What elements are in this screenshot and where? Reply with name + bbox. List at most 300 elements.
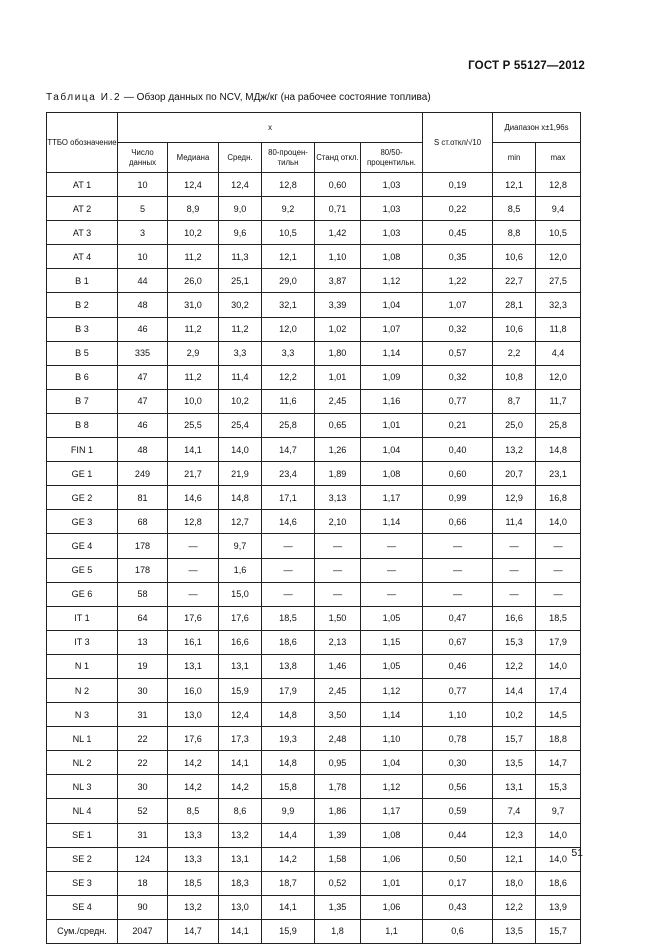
header-mean: Средн.	[219, 143, 262, 173]
table-cell: 18,0	[493, 871, 536, 895]
table-cell: 14,0	[536, 823, 581, 847]
table-cell: 30,2	[219, 293, 262, 317]
table-cell: 15,9	[219, 678, 262, 702]
table-row	[47, 895, 581, 919]
table-cell: 0,40	[423, 438, 493, 462]
page-number: 51	[571, 847, 583, 859]
table-cell: 12,4	[219, 703, 262, 727]
table-cell: 10	[118, 173, 168, 197]
table-cell: 47	[118, 389, 168, 413]
table-cell: 16,0	[168, 678, 219, 702]
table-cell: 15,0	[219, 582, 262, 606]
table-row	[47, 558, 581, 582]
table-cell: 8,8	[493, 221, 536, 245]
table-cell: 15,9	[262, 919, 315, 943]
row-id-cell: B 2	[47, 293, 118, 317]
table-cell: 10,5	[536, 221, 581, 245]
table-cell: 1,14	[361, 341, 423, 365]
table-cell: —	[423, 534, 493, 558]
table-row	[47, 847, 581, 871]
table-cell: —	[262, 534, 315, 558]
table-cell: 1,04	[361, 438, 423, 462]
table-cell: 18,6	[262, 630, 315, 654]
table-cell: 0,78	[423, 727, 493, 751]
table-cell: 13,1	[168, 654, 219, 678]
table-cell: 3,39	[315, 293, 361, 317]
table-cell: 9,7	[536, 799, 581, 823]
table-row	[47, 317, 581, 341]
table-cell: —	[536, 558, 581, 582]
table-cell: 1,50	[315, 606, 361, 630]
table-cell: —	[361, 534, 423, 558]
table-cell: 178	[118, 558, 168, 582]
table-cell: 2,2	[493, 341, 536, 365]
table-cell: 11,2	[168, 365, 219, 389]
table-cell: 10,6	[493, 317, 536, 341]
table-cell: 16,8	[536, 486, 581, 510]
table-cell: 0,22	[423, 197, 493, 221]
table-cell: 23,4	[262, 462, 315, 486]
table-cell: 22	[118, 751, 168, 775]
table-cell: 2,13	[315, 630, 361, 654]
table-cell: 46	[118, 317, 168, 341]
table-row	[47, 269, 581, 293]
table-cell: 0,71	[315, 197, 361, 221]
table-row	[47, 823, 581, 847]
table-cell: 1,08	[361, 245, 423, 269]
header-median: Медиана	[168, 143, 219, 173]
table-cell: 25,8	[536, 413, 581, 437]
table-cell: 1,10	[423, 703, 493, 727]
table-cell: 18,5	[536, 606, 581, 630]
table-cell: 14,2	[168, 775, 219, 799]
table-row	[47, 462, 581, 486]
table-cell: 8,5	[493, 197, 536, 221]
row-id-cell: AT 4	[47, 245, 118, 269]
table-cell: 47	[118, 365, 168, 389]
table-cell: 12,1	[493, 173, 536, 197]
table-cell: 1,03	[361, 221, 423, 245]
table-cell: 14,4	[493, 678, 536, 702]
table-caption	[46, 92, 431, 103]
row-id-cell: B 1	[47, 269, 118, 293]
table-cell: 0,65	[315, 413, 361, 437]
table-cell: 1,08	[361, 823, 423, 847]
table-cell: 335	[118, 341, 168, 365]
table-row	[47, 727, 581, 751]
table-cell: 22,7	[493, 269, 536, 293]
table-cell: 124	[118, 847, 168, 871]
table-cell: 12,8	[262, 173, 315, 197]
table-row	[47, 221, 581, 245]
table-cell: 12,2	[493, 895, 536, 919]
table-cell: 1,04	[361, 293, 423, 317]
table-cell: 25,8	[262, 413, 315, 437]
table-cell: 0,35	[423, 245, 493, 269]
table-row	[47, 751, 581, 775]
table-cell: 12,4	[168, 173, 219, 197]
header-max: max	[536, 143, 581, 173]
table-cell: 1,22	[423, 269, 493, 293]
table-cell: 15,3	[536, 775, 581, 799]
table-cell: 1,78	[315, 775, 361, 799]
table-cell: 3,3	[219, 341, 262, 365]
table-cell: —	[423, 582, 493, 606]
table-cell: 25,4	[219, 413, 262, 437]
row-id-cell: NL 1	[47, 727, 118, 751]
table-cell: 1,14	[361, 703, 423, 727]
table-cell: 10,0	[168, 389, 219, 413]
row-id-cell: GE 6	[47, 582, 118, 606]
table-cell: 8,9	[168, 197, 219, 221]
table-cell: 11,6	[262, 389, 315, 413]
ncv-data-table	[46, 112, 581, 944]
table-cell: 14,8	[219, 486, 262, 510]
table-row	[47, 703, 581, 727]
table-cell: 14,2	[168, 751, 219, 775]
table-cell: 1,06	[361, 895, 423, 919]
caption-text: — Обзор данных по NCV, МДж/кг (на рабочее состояние топлива)	[121, 92, 431, 103]
table-cell: 12,0	[262, 317, 315, 341]
table-cell: 1,12	[361, 269, 423, 293]
table-cell: 0,57	[423, 341, 493, 365]
table-cell: 12,2	[493, 654, 536, 678]
table-row	[47, 438, 581, 462]
table-cell: 1,86	[315, 799, 361, 823]
table-cell: —	[262, 582, 315, 606]
table-cell: —	[168, 534, 219, 558]
table-row	[47, 389, 581, 413]
table-cell: —	[423, 558, 493, 582]
table-cell: 9,6	[219, 221, 262, 245]
table-row	[47, 413, 581, 437]
table-cell: 14,0	[536, 510, 581, 534]
table-cell: 1,10	[315, 245, 361, 269]
table-cell: —	[536, 534, 581, 558]
table-cell: 0,47	[423, 606, 493, 630]
table-cell: 12,8	[168, 510, 219, 534]
table-cell: 1,80	[315, 341, 361, 365]
table-cell: 17,6	[168, 727, 219, 751]
table-cell: 8,5	[168, 799, 219, 823]
table-cell: 11,8	[536, 317, 581, 341]
table-cell: 28,1	[493, 293, 536, 317]
table-cell: 11,3	[219, 245, 262, 269]
table-row	[47, 919, 581, 943]
table-cell: 30	[118, 775, 168, 799]
table-cell: 1,12	[361, 775, 423, 799]
table-cell: 48	[118, 438, 168, 462]
table-cell: 14,0	[536, 654, 581, 678]
table-cell: 32,1	[262, 293, 315, 317]
row-id-cell: SE 4	[47, 895, 118, 919]
table-cell: 13,2	[219, 823, 262, 847]
table-cell: 0,30	[423, 751, 493, 775]
table-row	[47, 173, 581, 197]
table-cell: 21,7	[168, 462, 219, 486]
table-cell: 14,7	[536, 751, 581, 775]
table-cell: 13,3	[168, 823, 219, 847]
table-cell: 14,0	[219, 438, 262, 462]
table-cell: 25,0	[493, 413, 536, 437]
table-cell: 1,06	[361, 847, 423, 871]
table-cell: 1,01	[361, 413, 423, 437]
table-cell: 0,21	[423, 413, 493, 437]
table-cell: 1,07	[423, 293, 493, 317]
table-cell: 0,46	[423, 654, 493, 678]
caption-label: Таблица И.2	[46, 92, 122, 103]
table-row	[47, 341, 581, 365]
row-id-cell: NL 3	[47, 775, 118, 799]
table-cell: 1,01	[315, 365, 361, 389]
table-cell: 14,0	[536, 847, 581, 871]
row-id-cell: GE 3	[47, 510, 118, 534]
table-row	[47, 197, 581, 221]
table-cell: —	[361, 558, 423, 582]
table-cell: 2,10	[315, 510, 361, 534]
table-cell: 14,8	[262, 703, 315, 727]
table-cell: 11,4	[219, 365, 262, 389]
table-cell: 0,45	[423, 221, 493, 245]
table-cell: 12,4	[219, 173, 262, 197]
table-cell: 1,01	[361, 871, 423, 895]
table-cell: 14,2	[262, 847, 315, 871]
table-cell: 14,1	[262, 895, 315, 919]
table-row	[47, 510, 581, 534]
table-cell: 2,9	[168, 341, 219, 365]
table-cell: 14,5	[536, 703, 581, 727]
table-cell: —	[536, 582, 581, 606]
table-cell: 8,6	[219, 799, 262, 823]
table-cell: 9,2	[262, 197, 315, 221]
table-cell: 0,66	[423, 510, 493, 534]
table-cell: 68	[118, 510, 168, 534]
row-id-cell: SE 1	[47, 823, 118, 847]
table-cell: 1,03	[361, 173, 423, 197]
table-cell: 2,45	[315, 678, 361, 702]
table-cell: 1,89	[315, 462, 361, 486]
row-id-cell: FIN 1	[47, 438, 118, 462]
table-cell: 3,3	[262, 341, 315, 365]
row-id-cell: GE 1	[47, 462, 118, 486]
row-id-cell: NL 4	[47, 799, 118, 823]
table-cell: 17,4	[536, 678, 581, 702]
table-cell: 0,32	[423, 317, 493, 341]
table-cell: 11,2	[168, 245, 219, 269]
table-cell: 3,13	[315, 486, 361, 510]
table-cell: 12,1	[262, 245, 315, 269]
table-cell: 0,44	[423, 823, 493, 847]
table-cell: 15,7	[536, 919, 581, 943]
table-cell: 1,26	[315, 438, 361, 462]
table-cell: 44	[118, 269, 168, 293]
table-cell: 14,8	[262, 751, 315, 775]
table-cell: 0,67	[423, 630, 493, 654]
table-cell: 22	[118, 727, 168, 751]
table-cell: 18,5	[262, 606, 315, 630]
table-cell: 14,1	[219, 919, 262, 943]
table-cell: 178	[118, 534, 168, 558]
table-cell: —	[493, 534, 536, 558]
table-cell: 10,2	[493, 703, 536, 727]
table-cell: 2,45	[315, 389, 361, 413]
table-cell: 3,50	[315, 703, 361, 727]
table-cell: 90	[118, 895, 168, 919]
table-cell: 64	[118, 606, 168, 630]
row-id-cell: N 1	[47, 654, 118, 678]
table-cell: 18,5	[168, 871, 219, 895]
row-id-cell: GE 4	[47, 534, 118, 558]
table-cell: 10,6	[493, 245, 536, 269]
table-cell: 31,0	[168, 293, 219, 317]
table-cell: 0,99	[423, 486, 493, 510]
table-cell: 30	[118, 678, 168, 702]
header-s: S ст.откл/√10	[423, 113, 493, 173]
table-cell: 16,6	[219, 630, 262, 654]
table-row	[47, 606, 581, 630]
table-cell: 15,3	[493, 630, 536, 654]
table-cell: 19,3	[262, 727, 315, 751]
row-id-cell: IT 1	[47, 606, 118, 630]
table-cell: 10,2	[168, 221, 219, 245]
table-cell: 0,60	[315, 173, 361, 197]
table-cell: 1,58	[315, 847, 361, 871]
row-id-cell: NL 2	[47, 751, 118, 775]
table-cell: 1,17	[361, 486, 423, 510]
table-cell: 14,6	[168, 486, 219, 510]
row-id-cell: N 3	[47, 703, 118, 727]
table-cell: 11,7	[536, 389, 581, 413]
table-cell: —	[493, 558, 536, 582]
table-cell: 12,1	[493, 847, 536, 871]
table-row	[47, 630, 581, 654]
table-row	[47, 871, 581, 895]
table-cell: 2047	[118, 919, 168, 943]
table-cell: 11,2	[219, 317, 262, 341]
table-cell: 1,09	[361, 365, 423, 389]
row-id-cell: AT 2	[47, 197, 118, 221]
table-cell: 31	[118, 823, 168, 847]
table-cell: 10,5	[262, 221, 315, 245]
table-cell: 0,17	[423, 871, 493, 895]
table-body	[47, 173, 581, 944]
table-cell: 15,7	[493, 727, 536, 751]
row-id-cell: B 6	[47, 365, 118, 389]
header-x: x	[118, 113, 423, 143]
table-cell: 1,8	[315, 919, 361, 943]
row-id-cell: N 2	[47, 678, 118, 702]
table-cell: 27,5	[536, 269, 581, 293]
table-cell: 1,16	[361, 389, 423, 413]
table-cell: 14,2	[219, 775, 262, 799]
table-cell: 9,9	[262, 799, 315, 823]
table-cell: 12,7	[219, 510, 262, 534]
table-cell: 1,05	[361, 654, 423, 678]
row-id-cell: AT 3	[47, 221, 118, 245]
header-p8050: 80/50-процентильн.	[361, 143, 423, 173]
table-cell: 13,1	[219, 847, 262, 871]
table-cell: 29,0	[262, 269, 315, 293]
table-cell: 0,56	[423, 775, 493, 799]
table-cell: 8,7	[493, 389, 536, 413]
table-cell: 1,6	[219, 558, 262, 582]
table-cell: —	[315, 534, 361, 558]
table-row	[47, 293, 581, 317]
table-cell: 10,2	[219, 389, 262, 413]
table-cell: 25,5	[168, 413, 219, 437]
table-cell: 58	[118, 582, 168, 606]
table-cell: 0,95	[315, 751, 361, 775]
row-id-cell: SE 3	[47, 871, 118, 895]
table-cell: 12,0	[536, 245, 581, 269]
table-cell: 0,19	[423, 173, 493, 197]
table-cell: 1,08	[361, 462, 423, 486]
table-cell: 12,3	[493, 823, 536, 847]
table-cell: —	[168, 558, 219, 582]
table-cell: 13	[118, 630, 168, 654]
table-cell: 0,77	[423, 678, 493, 702]
table-cell: 17,6	[168, 606, 219, 630]
table-cell: 1,15	[361, 630, 423, 654]
table-cell: 13,8	[262, 654, 315, 678]
table-cell: 14,4	[262, 823, 315, 847]
table-cell: 0,60	[423, 462, 493, 486]
table-row	[47, 799, 581, 823]
table-cell: 25,1	[219, 269, 262, 293]
table-row	[47, 775, 581, 799]
table-cell: 18,6	[536, 871, 581, 895]
table-cell: 17,3	[219, 727, 262, 751]
table-cell: 0,50	[423, 847, 493, 871]
table-cell: 0,6	[423, 919, 493, 943]
table-cell: 3	[118, 221, 168, 245]
table-cell: —	[315, 582, 361, 606]
table-cell: 0,52	[315, 871, 361, 895]
table-cell: 26,0	[168, 269, 219, 293]
header-count: Число данных	[118, 143, 168, 173]
table-cell: 14,1	[168, 438, 219, 462]
table-cell: 18,8	[536, 727, 581, 751]
table-cell: 12,2	[262, 365, 315, 389]
table-cell: 32,3	[536, 293, 581, 317]
table-row	[47, 245, 581, 269]
table-cell: 10	[118, 245, 168, 269]
table-cell: 17,1	[262, 486, 315, 510]
header-range: Диапазон x±1,96s	[493, 113, 581, 143]
table-cell: 5	[118, 197, 168, 221]
table-cell: 14,6	[262, 510, 315, 534]
row-id-cell: AT 1	[47, 173, 118, 197]
table-cell: 18,3	[219, 871, 262, 895]
table-cell: 1,10	[361, 727, 423, 751]
table-cell: 1,46	[315, 654, 361, 678]
table-cell: 13,5	[493, 919, 536, 943]
table-cell: 0,43	[423, 895, 493, 919]
row-id-cell: B 8	[47, 413, 118, 437]
table-cell: 18	[118, 871, 168, 895]
table-cell: 12,9	[493, 486, 536, 510]
table-cell: 1,02	[315, 317, 361, 341]
table-cell: 18,7	[262, 871, 315, 895]
row-id-cell: SE 2	[47, 847, 118, 871]
table-cell: 14,1	[219, 751, 262, 775]
table-cell: 4,4	[536, 341, 581, 365]
table-cell: 52	[118, 799, 168, 823]
table-cell: 1,07	[361, 317, 423, 341]
standard-number: ГОСТ Р 55127—2012	[468, 60, 585, 72]
row-id-cell: B 3	[47, 317, 118, 341]
table-cell: 1,03	[361, 197, 423, 221]
